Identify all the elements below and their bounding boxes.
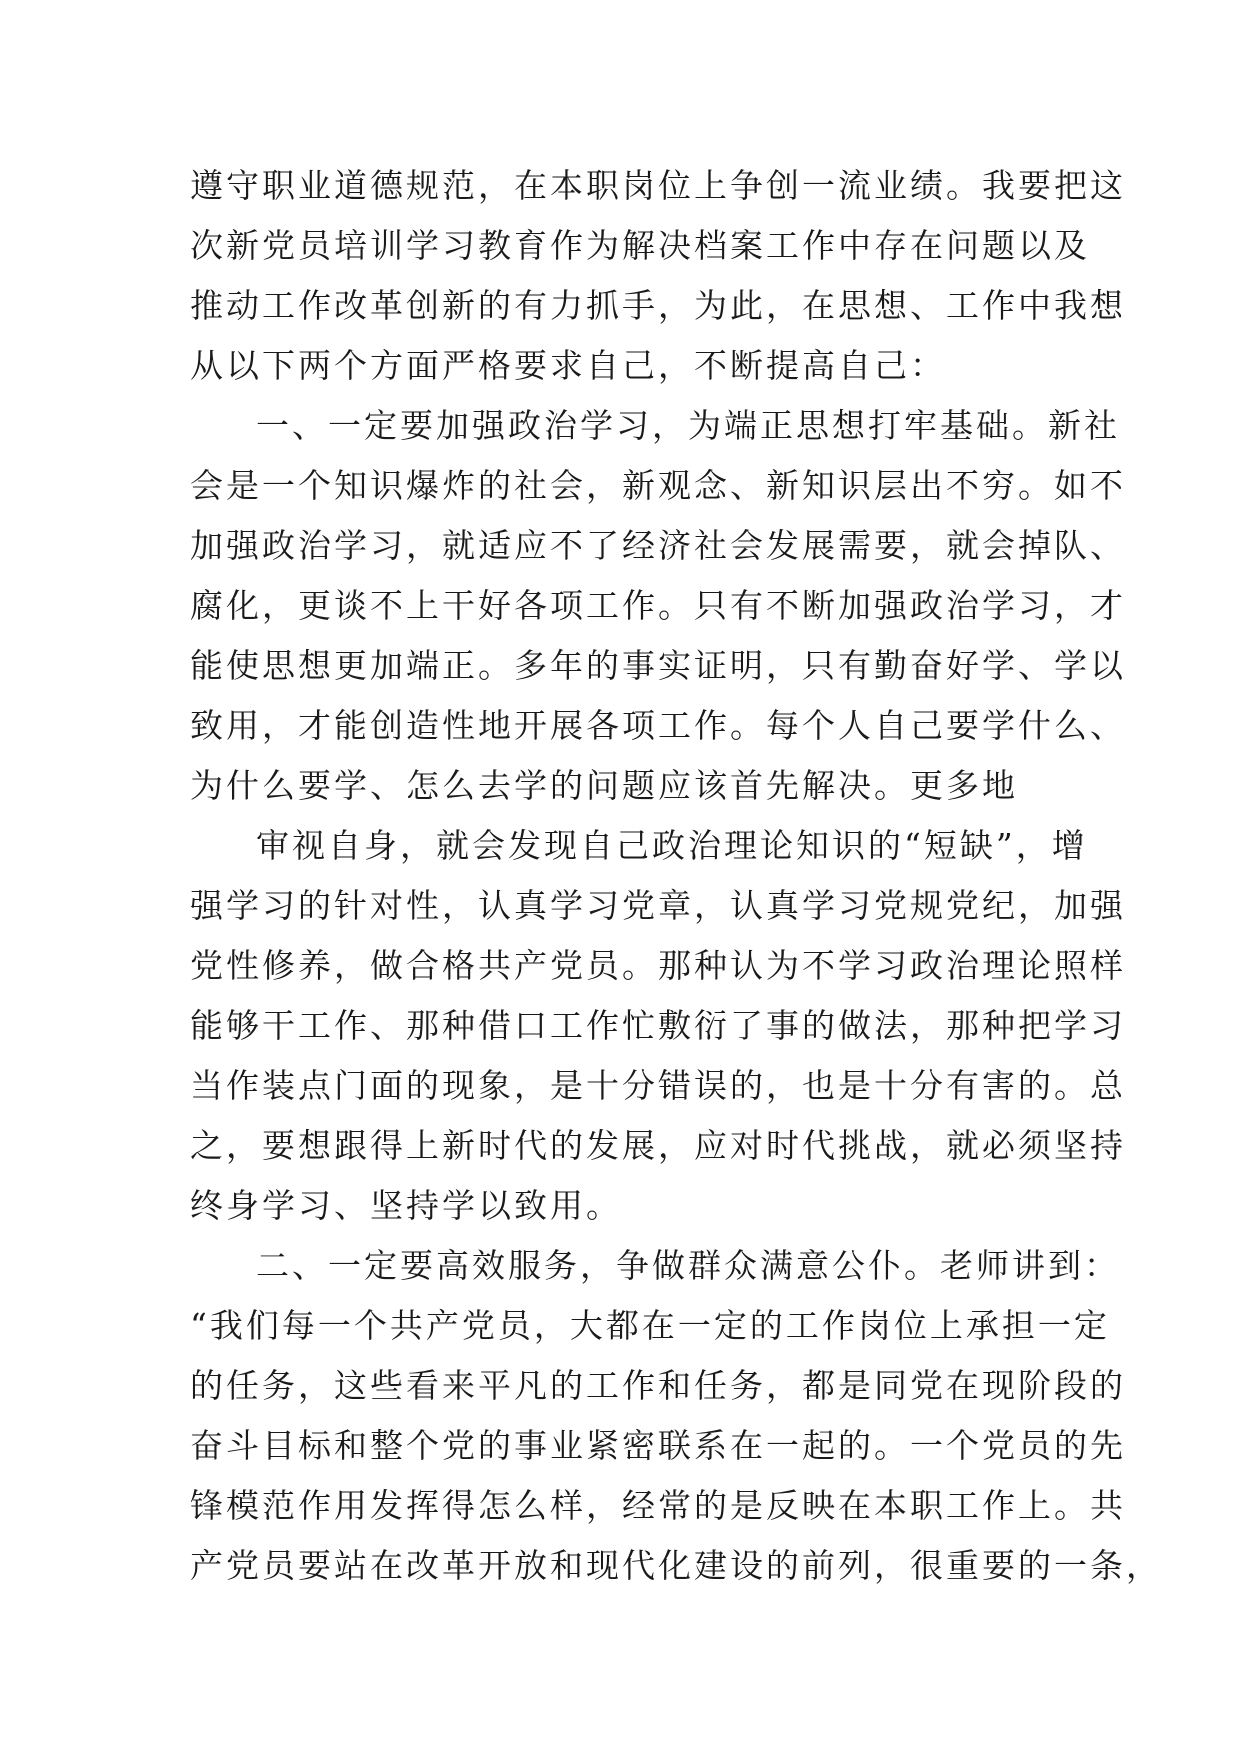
text-line: 会是一个知识爆炸的社会，新观念、新知识层出不穷。如不 bbox=[190, 466, 1126, 505]
document-body bbox=[190, 156, 1162, 1596]
text-line: “我们每一个共产党员，大都在一定的工作岗位上承担一定 bbox=[190, 1306, 1110, 1345]
text-line: 的任务，这些看来平凡的工作和任务，都是同党在现阶段的 bbox=[190, 1366, 1126, 1405]
text-line: 推动工作改革创新的有力抓手，为此，在思想、工作中我想 bbox=[190, 286, 1126, 325]
text-line: 腐化，更谈不上干好各项工作。只有不断加强政治学习，才 bbox=[190, 586, 1126, 625]
text-line: 当作装点门面的现象，是十分错误的，也是十分有害的。总 bbox=[190, 1066, 1126, 1105]
paragraph-heading-2: 二、一定要高效服务，争做群众满意公仆。老师讲到： bbox=[256, 1246, 1120, 1285]
text-line: 奋斗目标和整个党的事业紧密联系在一起的。一个党员的先 bbox=[190, 1426, 1126, 1465]
text-line: 锋模范作用发挥得怎么样，经常的是反映在本职工作上。共 bbox=[190, 1486, 1126, 1525]
text-line: 从以下两个方面严格要求自己，不断提高自己： bbox=[190, 346, 946, 385]
text-line: 产党员要站在改革开放和现代化建设的前列，很重要的一条， bbox=[190, 1546, 1162, 1585]
text-line: 遵守职业道德规范，在本职岗位上争创一流业绩。我要把这 bbox=[190, 166, 1126, 205]
text-line: 致用，才能创造性地开展各项工作。每个人自己要学什么、 bbox=[190, 706, 1126, 745]
text-line: 加强政治学习，就适应不了经济社会发展需要，就会掉队、 bbox=[190, 526, 1126, 565]
text-line: 为什么要学、怎么去学的问题应该首先解决。更多地 bbox=[190, 766, 1018, 805]
text-line: 强学习的针对性，认真学习党章，认真学习党规党纪，加强 bbox=[190, 886, 1126, 925]
paragraph-heading-1: 一、一定要加强政治学习，为端正思想打牢基础。新社 bbox=[256, 406, 1120, 445]
paragraph-start: 审视自身，就会发现自己政治理论知识的“短缺”，增 bbox=[256, 826, 1088, 865]
text-line: 能使思想更加端正。多年的事实证明，只有勤奋好学、学以 bbox=[190, 646, 1126, 685]
text-line: 之，要想跟得上新时代的发展，应对时代挑战，就必须坚持 bbox=[190, 1126, 1126, 1165]
text-line: 党性修养，做合格共产党员。那种认为不学习政治理论照样 bbox=[190, 946, 1126, 985]
text-line: 终身学习、坚持学以致用。 bbox=[190, 1186, 622, 1225]
text-line: 能够干工作、那种借口工作忙敷衍了事的做法，那种把学习 bbox=[190, 1006, 1126, 1045]
text-line: 次新党员培训学习教育作为解决档案工作中存在问题以及 bbox=[190, 226, 1090, 265]
